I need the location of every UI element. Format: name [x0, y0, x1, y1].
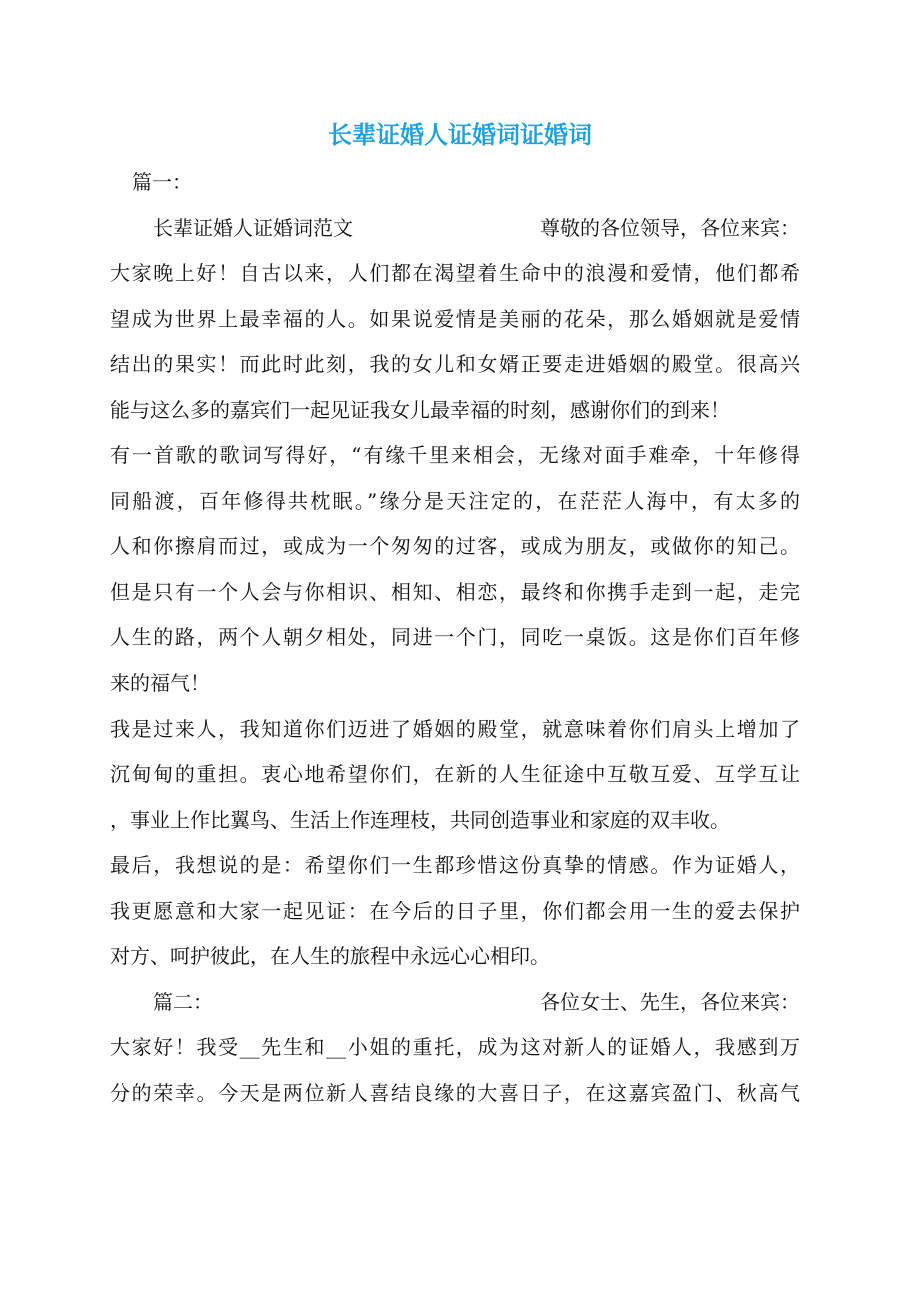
paragraph-line: 我是过来人，我知道你们迈进了婚姻的殿堂，就意味着你们肩头上增加了	[110, 716, 800, 741]
paragraph-line: 对方、呵护彼此，在人生的旅程中永远心心相印。	[110, 944, 550, 969]
paragraph-line: 人和你擦肩而过，或成为一个匆匆的过客，或成为朋友，或做你的知己。	[110, 534, 800, 559]
subtitle: 长辈证婚人证婚词范文	[153, 215, 353, 240]
paragraph-line: 结出的果实！而此时此刻，我的女儿和女婿正要走进婚姻的殿堂。很高兴	[110, 352, 800, 377]
paragraph-line: 我更愿意和大家一起见证：在今后的日子里，你们都会用一生的爱去保护	[110, 898, 800, 923]
paragraph-line: 有一首歌的歌词写得好，“有缘千里来相会，无缘对面手难牵，十年修得	[110, 443, 800, 468]
paragraph-line: 人生的路，两个人朝夕相处，同进一个门，同吃一桌饭。这是你们百年修	[110, 625, 800, 650]
paragraph-line	[110, 980, 800, 1026]
paragraph-line: 但是只有一个人会与你相识、相知、相恋，最终和你携手走到一起，走完	[110, 579, 800, 604]
paragraph-line: 最后，我想说的是：希望你们一生都珍惜这份真挚的情感。作为证婚人，	[110, 853, 800, 878]
paragraph-line: 沉甸甸的重担。衷心地希望你们，在新的人生征途中互敬互爱、互学互让	[110, 762, 800, 787]
section-heading-2: 篇二：	[153, 989, 213, 1014]
paragraph-line: ，事业上作比翼鸟、生活上作连理枝，共同创造事业和家庭的双丰收。	[110, 807, 730, 832]
document-title: 长辈证婚人证婚词证婚词	[328, 120, 592, 149]
paragraph-line: 望成为世界上最幸福的人。如果说爱情是美丽的花朵，那么婚姻就是爱情	[110, 306, 800, 331]
paragraph-line: 大家好！我受__先生和__小姐的重托，成为这对新人的证婚人，我感到万	[110, 1035, 800, 1060]
section-heading-1: 篇一：	[132, 170, 192, 194]
paragraph-line	[110, 206, 800, 252]
document-body	[110, 160, 800, 1116]
paragraph-line: 分的荣幸。今天是两位新人喜结良缘的大喜日子，在这嘉宾盈门、秋高气	[110, 1080, 800, 1105]
paragraph-line: 能与这么多的嘉宾们一起见证我女儿最幸福的时刻，感谢你们的到来！	[110, 397, 730, 422]
paragraph-line: 同船渡，百年修得共枕眠。”缘分是天注定的，在茫茫人海中，有太多的	[110, 488, 800, 513]
salutation: 尊敬的各位领导，各位来宾：	[540, 215, 800, 240]
paragraph-line: 来的福气！	[110, 671, 210, 696]
paragraph-line: 大家晚上好！自古以来，人们都在渴望着生命中的浪漫和爱情，他们都希	[110, 261, 800, 286]
salutation: 各位女士、先生，各位来宾：	[540, 989, 800, 1014]
